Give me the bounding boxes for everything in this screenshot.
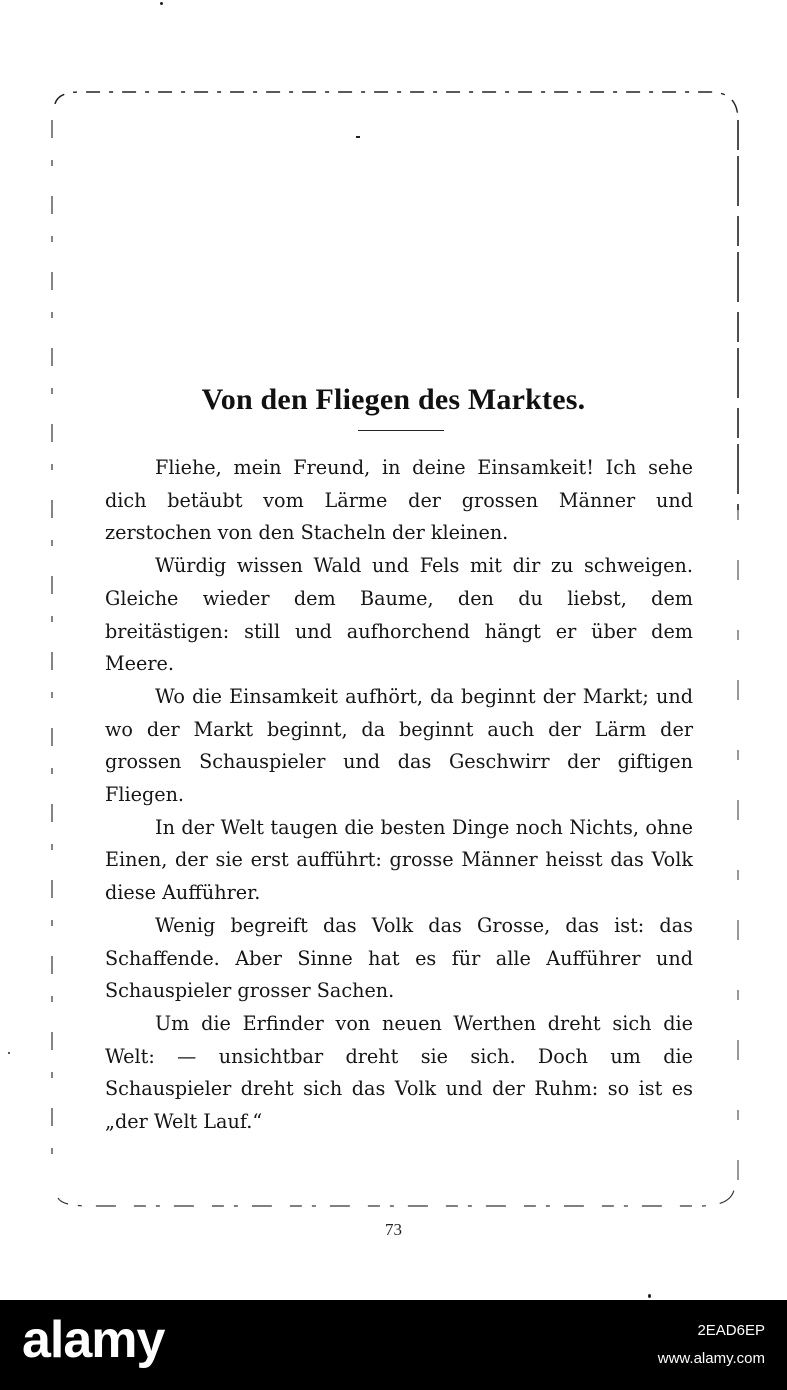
chapter-body <box>105 452 693 1139</box>
speck-right-bottom <box>648 1294 651 1298</box>
alamy-logo: alamy <box>22 1311 165 1369</box>
paragraph-5: Wenig begreift das Volk das Grosse, das ist: das Schaffende. Aber Sinne hat es für alle Aufführer und Schauspieler grosser Sachen. <box>105 913 693 1003</box>
speck-top-left <box>160 2 163 5</box>
title-divider <box>358 430 444 431</box>
paragraph-6: Um die Erfinder von neuen Werthen dreht sich die Welt: — unsichtbar dreht sie sich. Doch um die Schauspieler dreht sich das Volk und der Ruhm: so ist es „der Welt Lauf.“ <box>105 1011 693 1134</box>
image-id: 2EAD6EP <box>697 1322 765 1339</box>
paragraph-1: Fliehe, mein Freund, in deine Einsamkeit! Ich sehe dich betäubt vom Lärme der grossen Männer und zerstochen von den Stacheln der kleinen. <box>105 456 693 545</box>
speck-left-margin <box>8 1052 10 1054</box>
page-number: 73 <box>385 1220 402 1239</box>
chapter-title: Von den Fliegen des Marktes. <box>201 383 586 417</box>
paragraph-3: Wo die Einsamkeit aufhört, da beginnt der Markt; und wo der Markt beginnt, da beginnt auch der Lärm der grossen Schauspieler und das Geschwirr der giftigen Fliegen. <box>105 684 693 807</box>
speck-top-center <box>356 136 360 138</box>
paragraph-2: Würdig wissen Wald und Fels mit dir zu schweigen. Gleiche wieder dem Baume, den du liebst, dem breitästigen: still und aufhorchend hängt er über dem Meere. <box>105 554 693 676</box>
site-url: www.alamy.com <box>657 1350 765 1367</box>
watermark-footer <box>0 1300 787 1390</box>
paragraph-4: In der Welt taugen die besten Dinge noch Nichts, ohne Einen, der sie erst aufführt: grosse Männer heisst das Volk diese Aufführer. <box>105 815 693 905</box>
